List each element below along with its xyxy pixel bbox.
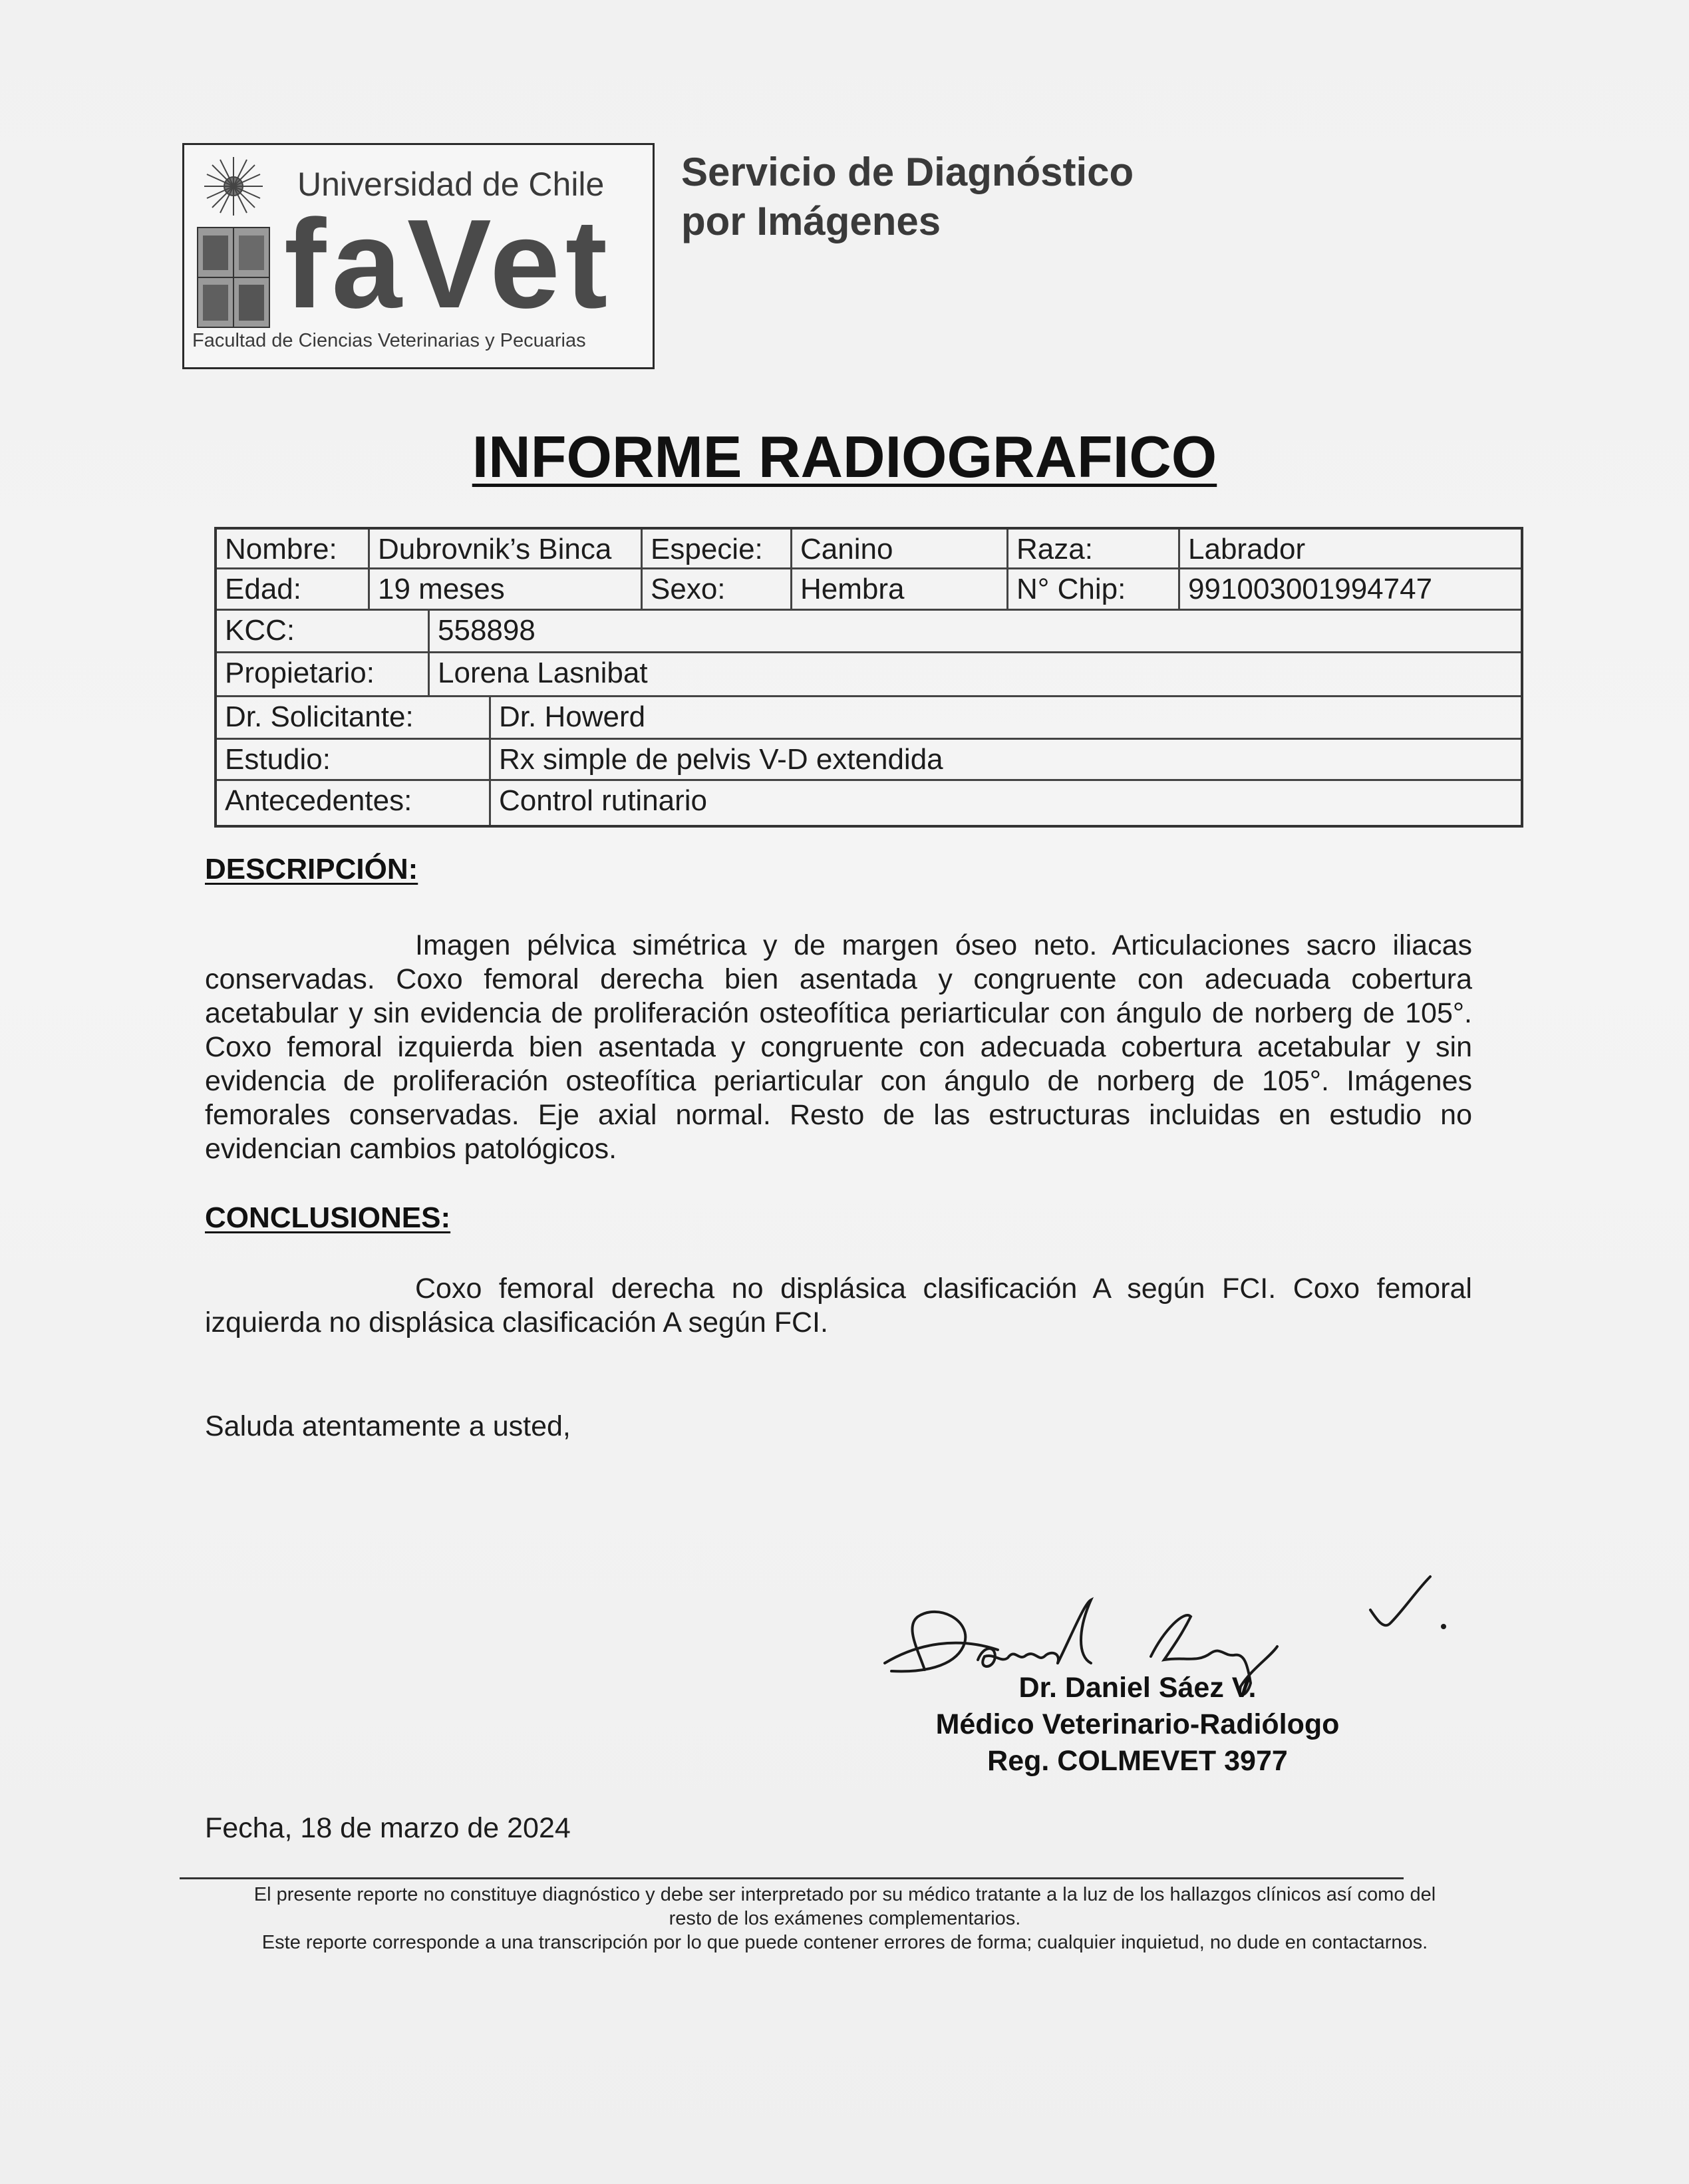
especie-label: Especie:	[643, 530, 792, 567]
signer-block	[865, 1670, 1410, 1780]
sexo-label: Sexo:	[643, 569, 792, 609]
footer-line-2: resto de los exámenes complementarios.	[669, 1908, 1021, 1929]
favet-logo	[182, 143, 655, 369]
footer-divider	[180, 1877, 1404, 1879]
signer-title: Médico Veterinario-Radiólogo	[935, 1708, 1340, 1740]
raza-label: Raza:	[1008, 530, 1180, 567]
table-row	[217, 569, 1521, 611]
page-title	[0, 423, 1689, 491]
footer-line-1: El presente reporte no constituye diagnóstico y debe ser interpretado por su médico tratante a la luz de los hallazgos clínicos así como del	[253, 1884, 1436, 1905]
signer-registration: Reg. COLMEVET 3977	[987, 1745, 1288, 1777]
report-date: Fecha, 18 de marzo de 2024	[205, 1812, 571, 1844]
conclusions-heading: CONCLUSIONES:	[205, 1201, 451, 1234]
estudio-value: Rx simple de pelvis V-D extendida	[499, 743, 943, 776]
description-heading: DESCRIPCIÓN:	[205, 853, 418, 885]
antecedentes-value: Control rutinario	[499, 784, 708, 817]
table-row	[217, 653, 1521, 697]
especie-value: Canino	[792, 530, 1008, 567]
chip-value: 991003001994747	[1188, 573, 1433, 605]
kcc-value: 558898	[438, 614, 536, 647]
estudio-label: Estudio:	[217, 740, 491, 779]
service-title-line1: Servicio de Diagnóstico	[681, 150, 1134, 194]
page-title-text: INFORME RADIOGRAFICO	[472, 424, 1217, 490]
table-row	[217, 740, 1521, 781]
nombre-label: Nombre:	[217, 530, 370, 567]
footer-disclaimer	[173, 1883, 1517, 1954]
table-row	[217, 530, 1521, 569]
sexo-value: Hembra	[792, 569, 1008, 609]
description-text: Imagen pélvica simétrica y de margen óseo neto. Articulaciones sacro iliacas conservadas. Coxo femoral derecha bien asentada y congruente con adecuada cobertura acetabular y sin evidencia de proliferación osteofítica periarticular con ángulo de norberg de 105°. Coxo femoral izquierda bien asentada y congruente con adecuada cobertura acetabular y sin evidencia de proliferación osteofítica periarticular con ángulo de norberg de 105°. Imágenes femorales conservadas. Eje axial normal. Resto de las estructuras incluidas en estudio no evidencian cambios patológicos.	[205, 929, 1472, 1165]
solicitante-value: Dr. Howerd	[499, 701, 646, 733]
table-row	[217, 611, 1521, 653]
service-title	[681, 148, 1134, 246]
logo-faculty-text: Facultad de Ciencias Veterinarias y Pecuarias	[192, 330, 586, 351]
nombre-value: Dubrovnik’s Binca	[370, 530, 643, 567]
solicitante-label: Dr. Solicitante:	[217, 697, 491, 738]
footer-line-3: Este reporte corresponde a una transcripción por lo que puede contener errores de forma; cualquier inquietud, no dude en contactarnos.	[261, 1932, 1428, 1953]
signer-name: Dr. Daniel Sáez V.	[1018, 1672, 1257, 1704]
patient-info-table	[214, 527, 1523, 828]
edad-label: Edad:	[217, 569, 370, 609]
table-row	[217, 697, 1521, 740]
propietario-label: Propietario:	[217, 653, 430, 695]
table-row	[217, 781, 1521, 825]
propietario-value: Lorena Lasnibat	[438, 657, 648, 689]
raza-value: Labrador	[1188, 533, 1306, 565]
closing-text: Saluda atentamente a usted,	[205, 1410, 571, 1442]
logo-university-text: Universidad de Chile	[297, 166, 605, 203]
edad-value: 19 meses	[370, 569, 643, 609]
university-emblem-icon	[194, 154, 273, 334]
chip-label: N° Chip:	[1008, 569, 1180, 609]
service-title-line2: por Imágenes	[681, 199, 941, 243]
logo-wordmark: faVet	[284, 194, 613, 335]
conclusions-text: Coxo femoral derecha no displásica clasificación A según FCI. Coxo femoral izquierda no displásica clasificación A según FCI.	[205, 1273, 1472, 1338]
kcc-label: KCC:	[217, 611, 430, 651]
antecedentes-label: Antecedentes:	[217, 781, 491, 825]
